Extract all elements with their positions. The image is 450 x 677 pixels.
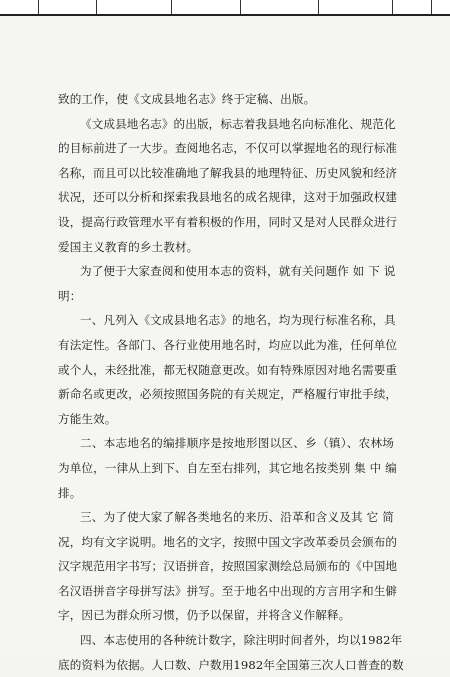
text-line: 况，均有文字说明。地名的文字，按照中国文字改革委员会颁布的	[58, 534, 398, 549]
document-body	[58, 87, 404, 677]
edge-tick	[318, 0, 319, 14]
text-line: 方能生效。	[58, 411, 117, 426]
text-line: 名汉语拼音字母拼写法》拼写。至于地名中出现的方言用字和生僻	[58, 583, 398, 598]
text-line: 排。	[58, 485, 82, 500]
text-line: 字，因已为群众所习惯，仍予以保留，并将含义作解释。	[58, 608, 351, 623]
edge-tick	[96, 0, 97, 14]
text-line: 致的工作，使《文成县地名志》终于定稿、出版。	[58, 92, 316, 106]
text-line: 新命名或更改，必须按照国务院的有关规定，严格履行审批手续，	[58, 387, 398, 402]
text-line: 设，提高行政管理水平有着积极的作用，同时又是对人民群众进行	[58, 214, 398, 229]
text-line: 的目标前进了一大步。查阅地名志，不仅可以掌握地名的现行标准	[58, 141, 398, 156]
text-line: 四、本志使用的各种统计数字，除注明时间者外，均以1982年	[80, 633, 403, 648]
text-line: 为单位，一律从上到下、自左至右排列，其它地名按类别 集 中 编	[58, 460, 397, 475]
text-line: 名称，而且可以比较准确地了解我县的地理特征、历史风貌和经济	[58, 165, 398, 180]
edge-tick	[392, 0, 393, 14]
text-line: 或个人，未经批准，都无权随意更改。如有特殊原因对地名需要重	[58, 362, 398, 377]
text-line: 三、为了使大家了解各类地名的来历、沿革和含义及其 它 简	[80, 510, 394, 525]
text-line: 汉字规范用字书写；汉语拼音，按照国家测绘总局颁布的《中国地	[58, 559, 398, 574]
page-top-edge	[0, 0, 450, 16]
text-line: 《文成县地名志》的出版，标志着我县地名向标准化、规范化	[80, 116, 396, 131]
text-line: 爱国主义教育的乡土教材。	[58, 239, 199, 254]
text-line: 明：	[58, 288, 82, 303]
text-line: 有法定性。各部门、各行业使用地名时，均应以此为准，任何单位	[58, 337, 398, 352]
edge-tick	[38, 0, 39, 14]
text-line: 二、本志地名的编排顺序是按地形图以区、乡（镇）、农林场	[80, 436, 394, 451]
text-line: 一、凡列入《文成县地名志》的地名，均为现行标准名称，具	[80, 313, 396, 328]
text-line: 状况，还可以分析和探索我县地名的成名规律，这对于加强政权建	[58, 190, 398, 205]
edge-tick	[431, 0, 432, 14]
edge-tick	[240, 0, 241, 14]
text-line: 底的资料为依据。人口数、户数用1982年全国第三次人口普查的数	[58, 657, 404, 672]
edge-tick	[171, 0, 172, 14]
text-line: 为了便于大家查阅和使用本志的资料，就有关问题作 如 下 说	[80, 264, 396, 279]
